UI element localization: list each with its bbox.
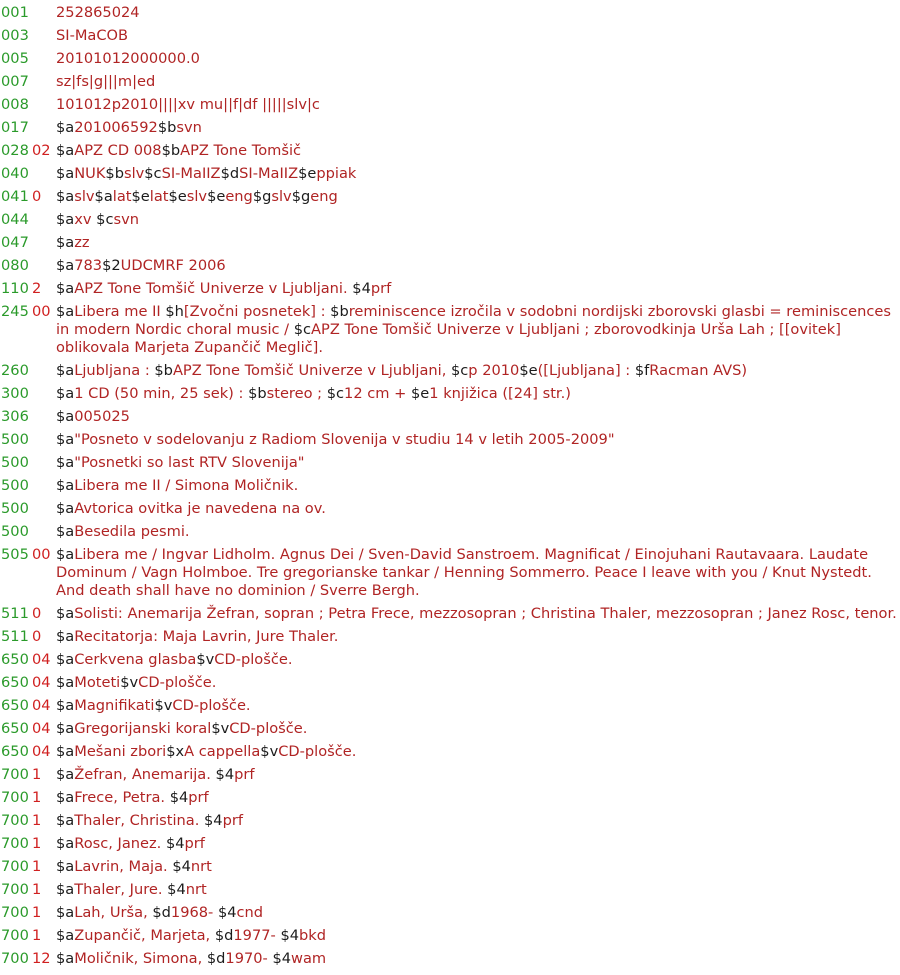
field-tag: 080 <box>1 257 29 274</box>
marc-field-650 <box>0 743 900 761</box>
field-tag: 700 <box>1 789 29 806</box>
control-field-value: SI-MaCOB <box>56 27 129 44</box>
field-tag: 260 <box>1 362 29 379</box>
subfield-value: 1977- <box>233 927 281 944</box>
field-content <box>56 766 899 784</box>
subfield-value: lat <box>112 188 132 205</box>
field-tag: 500 <box>1 454 29 471</box>
subfield-code: $a <box>56 234 75 251</box>
subfield-value: CD-plošče. <box>229 720 308 737</box>
marc-field-300 <box>0 385 900 403</box>
subfield-code: $a <box>56 142 75 159</box>
field-indicators: 04 <box>32 720 51 737</box>
subfield-code: $v <box>120 674 139 691</box>
subfield-value: Thaler, Christina. <box>74 812 204 829</box>
field-indicators: 2 <box>32 280 42 297</box>
subfield-value: 12 cm + <box>344 385 411 402</box>
field-content <box>56 523 899 541</box>
marc-field-028 <box>0 142 900 160</box>
subfield-value: A cappella <box>184 743 261 760</box>
field-tag: 003 <box>1 27 29 44</box>
field-tag: 001 <box>1 4 29 21</box>
field-content <box>56 257 899 275</box>
subfield-code: $a <box>56 674 75 691</box>
field-content <box>56 4 899 22</box>
field-indicators: 0 <box>32 188 42 205</box>
field-indicators: 00 <box>32 303 51 320</box>
subfield-value: Lavrin, Maja. <box>74 858 173 875</box>
field-indicators: 12 <box>32 950 51 967</box>
field-tag: 700 <box>1 812 29 829</box>
field-indicators: 0 <box>32 605 42 622</box>
field-indicators: 04 <box>32 697 51 714</box>
field-tag: 047 <box>1 234 29 251</box>
subfield-code: $v <box>211 720 230 737</box>
subfield-code: $a <box>56 720 75 737</box>
subfield-code: $a <box>56 546 75 563</box>
subfield-value: svn <box>176 119 202 136</box>
marc-field-700 <box>0 881 900 899</box>
field-tag: 700 <box>1 904 29 921</box>
subfield-code: $a <box>56 835 75 852</box>
field-content <box>56 674 899 692</box>
subfield-value: Moličnik, Simona, <box>74 950 207 967</box>
control-field-value: 252865024 <box>56 4 140 21</box>
field-tag: 505 <box>1 546 29 563</box>
subfield-value: APZ Tone Tomšič Univerze v Ljubljani. <box>74 280 353 297</box>
subfield-code: $a <box>56 257 75 274</box>
marc-field-017 <box>0 119 900 137</box>
subfield-value: Mešani zbori <box>74 743 167 760</box>
marc-field-700 <box>0 812 900 830</box>
marc-field-511 <box>0 628 900 646</box>
subfield-code: $a <box>56 927 75 944</box>
field-content <box>56 812 899 830</box>
marc-field-700 <box>0 858 900 876</box>
field-content <box>56 73 899 91</box>
marc-field-500 <box>0 431 900 449</box>
field-content <box>56 789 899 807</box>
control-field-value: 20101012000000.0 <box>56 50 200 67</box>
marc-field-500 <box>0 523 900 541</box>
marc-field-700 <box>0 950 900 968</box>
subfield-code: $v <box>154 697 173 714</box>
subfield-code: $a <box>56 165 75 182</box>
field-indicators: 04 <box>32 674 51 691</box>
subfield-code: $4 <box>167 881 186 898</box>
subfield-code: $a <box>56 431 75 448</box>
field-tag: 500 <box>1 431 29 448</box>
field-content <box>56 96 899 114</box>
subfield-code: $a <box>56 858 75 875</box>
subfield-code: $a <box>56 477 75 494</box>
field-content <box>56 477 899 495</box>
field-content <box>56 385 899 403</box>
field-content <box>56 697 899 715</box>
field-tag: 110 <box>1 280 29 297</box>
subfield-value: 1970- <box>225 950 273 967</box>
marc-field-505 <box>0 546 900 600</box>
subfield-value: Thaler, Jure. <box>74 881 168 898</box>
marc-field-260 <box>0 362 900 380</box>
subfield-value: zz <box>74 234 90 251</box>
subfield-value: Moteti <box>74 674 121 691</box>
marc-field-003 <box>0 27 900 45</box>
marc-field-700 <box>0 789 900 807</box>
subfield-value: reminiscence izročila v sodobni nordijski zborovski glasbi = reminiscences in modern Nordic choral music / <box>56 303 891 338</box>
subfield-code: $a <box>56 904 75 921</box>
field-indicators: 1 <box>32 881 42 898</box>
subfield-value: Libera me / Ingvar Lidholm. Agnus Dei / Sven-David Sanstroem. Magnificat / Einojuhani Rautavaara. Laudate Dominum / Vagn Holmboe. Tre gregorianske tankar / Henning Sommerro. Peace I leave with you / Knut Nystedt. And death shall have no dominion / Sverre Bergh. <box>56 546 872 599</box>
subfield-value: nrt <box>190 858 212 875</box>
subfield-code: $4 <box>172 858 191 875</box>
subfield-value: 1 knjižica ([24] str.) <box>429 385 571 402</box>
subfield-value: slv <box>123 165 145 182</box>
subfield-value: prf <box>184 835 205 852</box>
field-tag: 700 <box>1 950 29 967</box>
subfield-code: $a <box>56 500 75 517</box>
field-content <box>56 408 899 426</box>
subfield-code: $d <box>152 904 171 921</box>
subfield-value: 783 <box>74 257 103 274</box>
subfield-code: $4 <box>204 812 223 829</box>
subfield-code: $x <box>166 743 185 760</box>
field-tag: 007 <box>1 73 29 90</box>
subfield-value: 201006592 <box>74 119 158 136</box>
field-content <box>56 927 899 945</box>
subfield-value: "Posneto v sodelovanju z Radiom Slovenija v studiu 14 v letih 2005-2009" <box>74 431 615 448</box>
field-tag: 500 <box>1 500 29 517</box>
marc-field-700 <box>0 835 900 853</box>
subfield-code: $v <box>196 651 215 668</box>
subfield-code: $a <box>56 789 75 806</box>
subfield-value: SI-MaIIZ <box>239 165 299 182</box>
subfield-code: $b <box>248 385 267 402</box>
marc-field-007 <box>0 73 900 91</box>
field-content <box>56 211 899 229</box>
field-content <box>56 142 899 160</box>
marc-field-044 <box>0 211 900 229</box>
subfield-code: $h <box>165 303 184 320</box>
subfield-value: 005025 <box>74 408 130 425</box>
marc-field-080 <box>0 257 900 275</box>
field-tag: 650 <box>1 743 29 760</box>
field-content <box>56 950 899 968</box>
field-indicators: 1 <box>32 812 42 829</box>
field-tag: 300 <box>1 385 29 402</box>
field-content <box>56 362 899 380</box>
field-indicators: 04 <box>32 743 51 760</box>
subfield-code: $d <box>220 165 240 182</box>
subfield-code: $a <box>56 211 75 228</box>
field-indicators: 00 <box>32 546 51 563</box>
subfield-code: $d <box>206 950 226 967</box>
subfield-value: bkd <box>299 927 326 944</box>
subfield-value: Avtorica ovitka je navedena na ov. <box>74 500 326 517</box>
field-tag: 700 <box>1 835 29 852</box>
subfield-value: [Zvočni posnetek] : <box>183 303 331 320</box>
subfield-value: ppiak <box>316 165 357 182</box>
subfield-value: Ljubljana : <box>74 362 155 379</box>
field-content <box>56 234 899 252</box>
subfield-code: $b <box>161 142 181 159</box>
subfield-code: $f <box>634 362 650 379</box>
field-content <box>56 188 899 206</box>
subfield-value: prf <box>370 280 392 297</box>
subfield-value: Zupančič, Marjeta, <box>74 927 215 944</box>
subfield-code: $e <box>519 362 538 379</box>
field-tag: 306 <box>1 408 29 425</box>
subfield-code: $a <box>56 385 75 402</box>
subfield-value: APZ CD 008 <box>74 142 162 159</box>
subfield-value: prf <box>234 766 255 783</box>
subfield-code: $a <box>56 605 75 622</box>
subfield-value: APZ Tone Tomšič Univerze v Ljubljani, <box>172 362 451 379</box>
marc-field-700 <box>0 904 900 922</box>
marc-field-500 <box>0 500 900 518</box>
subfield-code: $b <box>330 303 349 320</box>
field-tag: 028 <box>1 142 29 159</box>
field-tag: 005 <box>1 50 29 67</box>
subfield-code: $4 <box>165 835 185 852</box>
subfield-value: APZ Tone Tomšič Univerze v Ljubljani ; zborovodkinja Urša Lah ; [[ovitek] oblikovala Marjeta Zupančič Meglič]. <box>56 321 841 356</box>
field-tag: 511 <box>1 628 29 645</box>
control-field-value: 101012p2010||||xv mu||f|df |||||slv|c <box>56 96 320 113</box>
marc-field-040 <box>0 165 900 183</box>
subfield-code: $b <box>154 362 173 379</box>
field-tag: 650 <box>1 674 29 691</box>
subfield-value: lat <box>149 188 169 205</box>
subfield-value: Žefran, Anemarija. <box>74 766 216 783</box>
marc-field-306 <box>0 408 900 426</box>
field-indicators: 02 <box>32 142 51 159</box>
subfield-code: $c <box>450 362 469 379</box>
field-tag: 017 <box>1 119 29 136</box>
field-content <box>56 27 899 45</box>
subfield-code: $a <box>56 280 75 297</box>
marc-field-008 <box>0 96 900 114</box>
subfield-code: $e <box>131 188 150 205</box>
subfield-value: CD-plošče. <box>278 743 357 760</box>
subfield-code: $b <box>157 119 177 136</box>
subfield-value: Lah, Urša, <box>74 904 153 921</box>
subfield-value: eng <box>225 188 253 205</box>
subfield-value: wam <box>291 950 327 967</box>
subfield-code: $a <box>56 408 75 425</box>
field-content <box>56 303 899 357</box>
control-field-value: sz|fs|g|||m|ed <box>56 73 156 90</box>
subfield-value: APZ Tone Tomšič <box>180 142 302 159</box>
field-tag: 511 <box>1 605 29 622</box>
subfield-value: Racman AVS) <box>649 362 748 379</box>
subfield-code: $4 <box>280 927 300 944</box>
subfield-value: xv <box>74 211 97 228</box>
subfield-value: "Posnetki so last RTV Slovenija" <box>74 454 305 471</box>
marc-field-650 <box>0 720 900 738</box>
subfield-value: svn <box>113 211 139 228</box>
subfield-value: cnd <box>236 904 264 921</box>
subfield-code: $a <box>94 188 113 205</box>
field-tag: 650 <box>1 651 29 668</box>
subfield-code: $c <box>326 385 345 402</box>
marc-field-041 <box>0 188 900 206</box>
subfield-code: $c <box>293 321 312 338</box>
subfield-value: Gregorijanski koral <box>74 720 212 737</box>
field-content <box>56 720 899 738</box>
marc-field-650 <box>0 697 900 715</box>
subfield-value: Rosc, Janez. <box>74 835 166 852</box>
field-tag: 008 <box>1 96 29 113</box>
subfield-code: $a <box>56 766 75 783</box>
subfield-code: $a <box>56 743 75 760</box>
field-tag: 040 <box>1 165 29 182</box>
subfield-value: CD-plošče. <box>172 697 251 714</box>
subfield-value: ([Ljubljana] : <box>537 362 635 379</box>
subfield-code: $e <box>207 188 226 205</box>
subfield-code: $2 <box>102 257 121 274</box>
subfield-code: $4 <box>352 280 371 297</box>
subfield-code: $g <box>291 188 311 205</box>
subfield-code: $v <box>260 743 279 760</box>
subfield-value: Recitatorja: Maja Lavrin, Jure Thaler. <box>74 628 339 645</box>
subfield-value: slv <box>74 188 95 205</box>
field-tag: 245 <box>1 303 29 320</box>
marc-field-245 <box>0 303 900 357</box>
field-content <box>56 500 899 518</box>
subfield-value: eng <box>310 188 338 205</box>
subfield-value: Solisti: Anemarija Žefran, sopran ; Petra Frece, mezzosopran ; Christina Thaler, mezzosopran ; Janez Rosc, tenor. <box>74 605 897 622</box>
field-indicators: 1 <box>32 904 42 921</box>
subfield-code: $a <box>56 362 75 379</box>
subfield-code: $a <box>56 881 75 898</box>
subfield-value: stereo ; <box>266 385 327 402</box>
marc-field-650 <box>0 674 900 692</box>
field-tag: 500 <box>1 523 29 540</box>
marc-field-511 <box>0 605 900 623</box>
subfield-code: $a <box>56 628 75 645</box>
marc-field-700 <box>0 766 900 784</box>
subfield-code: $c <box>144 165 162 182</box>
subfield-code: $4 <box>272 950 292 967</box>
field-content <box>56 628 899 646</box>
field-content <box>56 546 899 600</box>
subfield-code: $a <box>56 303 75 320</box>
field-indicators: 0 <box>32 628 42 645</box>
subfield-value: slv <box>271 188 292 205</box>
subfield-code: $a <box>56 651 75 668</box>
subfield-code: $4 <box>217 904 237 921</box>
marc-field-047 <box>0 234 900 252</box>
subfield-value: 1 CD (50 min, 25 sek) : <box>74 385 249 402</box>
subfield-value: UDCMRF 2006 <box>120 257 226 274</box>
field-tag: 700 <box>1 881 29 898</box>
subfield-code: $a <box>56 454 75 471</box>
field-content <box>56 165 899 183</box>
subfield-code: $g <box>252 188 272 205</box>
subfield-value: prf <box>222 812 243 829</box>
field-content <box>56 835 899 853</box>
field-content <box>56 50 899 68</box>
field-tag: 700 <box>1 858 29 875</box>
subfield-value: Frece, Petra. <box>74 789 170 806</box>
field-content <box>56 119 899 137</box>
subfield-code: $4 <box>215 766 235 783</box>
subfield-value: prf <box>188 789 209 806</box>
subfield-value: Libera me II <box>74 303 166 320</box>
subfield-code: $a <box>56 697 75 714</box>
subfield-code: $a <box>56 188 75 205</box>
field-indicators: 1 <box>32 835 42 852</box>
subfield-code: $a <box>56 119 75 136</box>
subfield-value: NUK <box>74 165 106 182</box>
marc-field-650 <box>0 651 900 669</box>
subfield-code: $e <box>168 188 187 205</box>
subfield-code: $4 <box>169 789 189 806</box>
subfield-code: $b <box>105 165 124 182</box>
subfield-value: 1968- <box>170 904 218 921</box>
subfield-code: $a <box>56 523 75 540</box>
field-content <box>56 651 899 669</box>
subfield-value: p 2010 <box>468 362 520 379</box>
field-content <box>56 605 899 623</box>
field-indicators: 1 <box>32 927 42 944</box>
subfield-value: nrt <box>185 881 207 898</box>
field-tag: 500 <box>1 477 29 494</box>
subfield-value: CD-plošče. <box>138 674 217 691</box>
field-content <box>56 858 899 876</box>
field-indicators: 1 <box>32 858 42 875</box>
subfield-value: CD-plošče. <box>214 651 293 668</box>
subfield-code: $a <box>56 950 75 967</box>
marc-field-005 <box>0 50 900 68</box>
field-indicators: 1 <box>32 789 42 806</box>
field-indicators: 1 <box>32 766 42 783</box>
subfield-code: $a <box>56 812 75 829</box>
field-tag: 650 <box>1 720 29 737</box>
field-content <box>56 454 899 472</box>
marc-field-700 <box>0 927 900 945</box>
field-indicators: 04 <box>32 651 51 668</box>
subfield-value: Magnifikati <box>74 697 155 714</box>
subfield-code: $e <box>411 385 430 402</box>
field-content <box>56 280 899 298</box>
subfield-value: slv <box>186 188 208 205</box>
marc-field-500 <box>0 477 900 495</box>
subfield-value: Libera me II / Simona Moličnik. <box>74 477 299 494</box>
field-tag: 700 <box>1 927 29 944</box>
subfield-code: $d <box>214 927 234 944</box>
marc-field-110 <box>0 280 900 298</box>
field-content <box>56 743 899 761</box>
field-tag: 650 <box>1 697 29 714</box>
subfield-value: SI-MaIIZ <box>161 165 221 182</box>
subfield-value: Cerkvena glasba <box>74 651 197 668</box>
subfield-code: $c <box>96 211 114 228</box>
field-content <box>56 881 899 899</box>
subfield-code: $e <box>298 165 317 182</box>
field-tag: 044 <box>1 211 29 228</box>
subfield-value: Besedila pesmi. <box>74 523 190 540</box>
field-tag: 700 <box>1 766 29 783</box>
marc-field-001 <box>0 4 900 22</box>
field-tag: 041 <box>1 188 29 205</box>
marc-field-500 <box>0 454 900 472</box>
field-content <box>56 904 899 922</box>
field-content <box>56 431 899 449</box>
